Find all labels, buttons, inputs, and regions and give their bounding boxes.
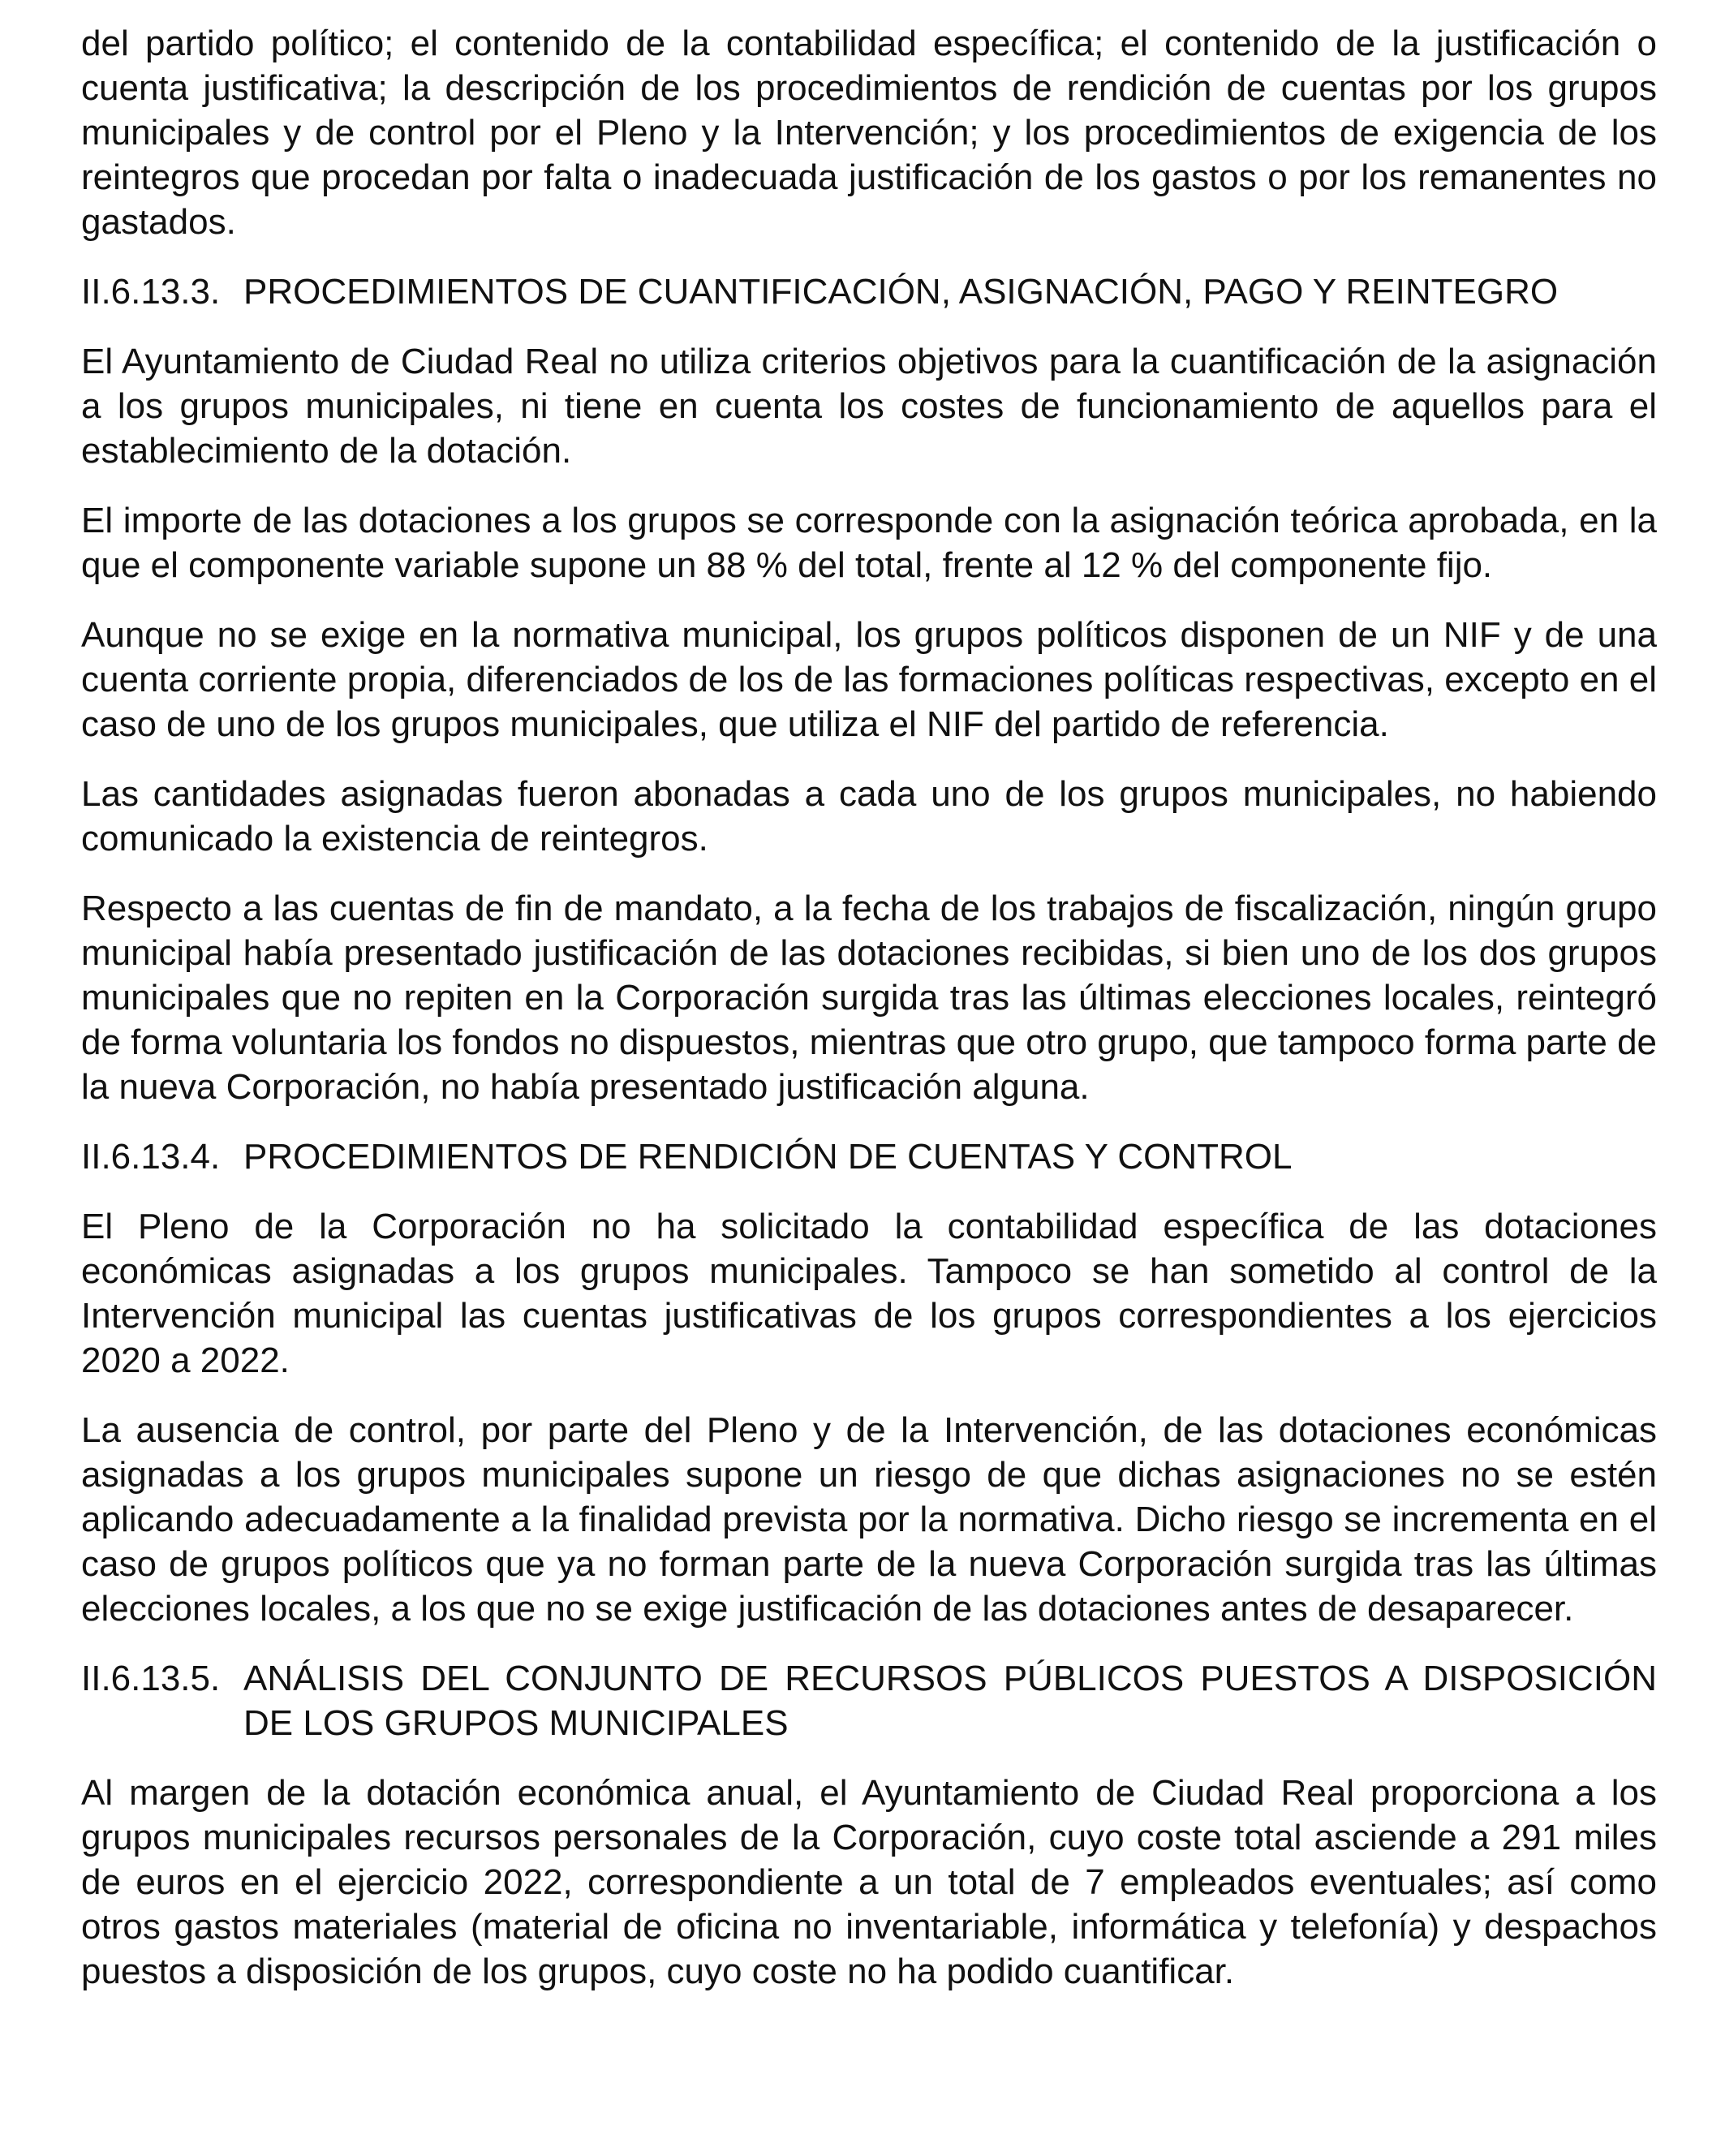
- section-number: II.6.13.3.: [81, 272, 221, 312]
- section-number: II.6.13.5.: [81, 1659, 221, 1698]
- section-title: ANÁLISIS DEL CONJUNTO DE RECURSOS PÚBLICOS PUESTOS A DISPOSICIÓN DE LOS GRUPOS MUNICIPALES: [243, 1659, 1657, 1743]
- paragraph: El importe de las dotaciones a los grupos se corresponde con la asignación teórica aprobada, en la que el componente variable supone un 88 % del total, frente al 12 % del componente fijo.: [81, 501, 1657, 585]
- paragraph: Las cantidades asignadas fueron abonadas a cada uno de los grupos municipales, no habiendo comunicado la existencia de reintegros.: [81, 774, 1657, 859]
- paragraph-continuation: del partido político; el contenido de la contabilidad específica; el contenido de la justificación o cuenta justificativa; la descripción de los procedimientos de rendición de cuentas por los grupos municipales y de control por el Pleno y la Intervención; y los procedimientos de exigencia de los reintegros que procedan por falta o inadecuada justificación de los gastos o por los remanentes no gastados.: [81, 24, 1657, 242]
- section-title: PROCEDIMIENTOS DE CUANTIFICACIÓN, ASIGNACIÓN, PAGO Y REINTEGRO: [243, 272, 1559, 312]
- paragraph: El Ayuntamiento de Ciudad Real no utiliza criterios objetivos para la cuantificación de la asignación a los grupos municipales, ni tiene en cuenta los costes de funcionamiento de aquellos para el establecimiento de la dotación.: [81, 342, 1657, 471]
- paragraph: El Pleno de la Corporación no ha solicitado la contabilidad específica de las dotaciones económicas asignadas a los grupos municipales. Tampoco se han sometido al control de la Intervención municipal las cuentas justificativas de los grupos correspondientes a los ejercicios 2020 a 2022.: [81, 1207, 1657, 1380]
- section-heading-ii-6-13-4: [81, 1134, 1657, 1179]
- paragraph: Respecto a las cuentas de fin de mandato, a la fecha de los trabajos de fiscalización, ningún grupo municipal había presentado justificación de las dotaciones recibidas, si bien uno de los dos grupos municipales que no repiten en la Corporación surgida tras las últimas elecciones locales, reintegró de forma voluntaria los fondos no dispuestos, mientras que otro grupo, que tampoco forma parte de la nueva Corporación, no había presentado justificación alguna.: [81, 889, 1658, 1107]
- section-number: II.6.13.4.: [81, 1137, 221, 1177]
- section-heading-ii-6-13-3: [81, 269, 1657, 314]
- section-title: PROCEDIMIENTOS DE RENDICIÓN DE CUENTAS Y CONTROL: [243, 1137, 1293, 1177]
- paragraph: La ausencia de control, por parte del Pleno y de la Intervención, de las dotaciones económicas asignadas a los grupos municipales supone un riesgo de que dichas asignaciones no se estén aplicando adecuadamente a la finalidad prevista por la normativa. Dicho riesgo se incrementa en el caso de grupos políticos que ya no forman parte de la nueva Corporación surgida tras las últimas elecciones locales, a los que no se exige justificación de las dotaciones antes de desaparecer.: [81, 1410, 1657, 1629]
- section-heading-ii-6-13-5: [81, 1656, 1657, 1745]
- paragraph: Aunque no se exige en la normativa municipal, los grupos políticos disponen de un NIF y de una cuenta corriente propia, diferenciados de los de las formaciones políticas respectivas, excepto en el caso de uno de los grupos municipales, que utiliza el NIF del partido de referencia.: [81, 615, 1657, 744]
- paragraph: Al margen de la dotación económica anual, el Ayuntamiento de Ciudad Real proporciona a los grupos municipales recursos personales de la Corporación, cuyo coste total asciende a 291 miles de euros en el ejercicio 2022, correspondiente a un total de 7 empleados eventuales; así como otros gastos materiales (material de oficina no inventariable, informática y telefonía) y despachos puestos a disposición de los grupos, cuyo coste no ha podido cuantificar.: [81, 1773, 1657, 1991]
- document-page: [81, 21, 1657, 2019]
